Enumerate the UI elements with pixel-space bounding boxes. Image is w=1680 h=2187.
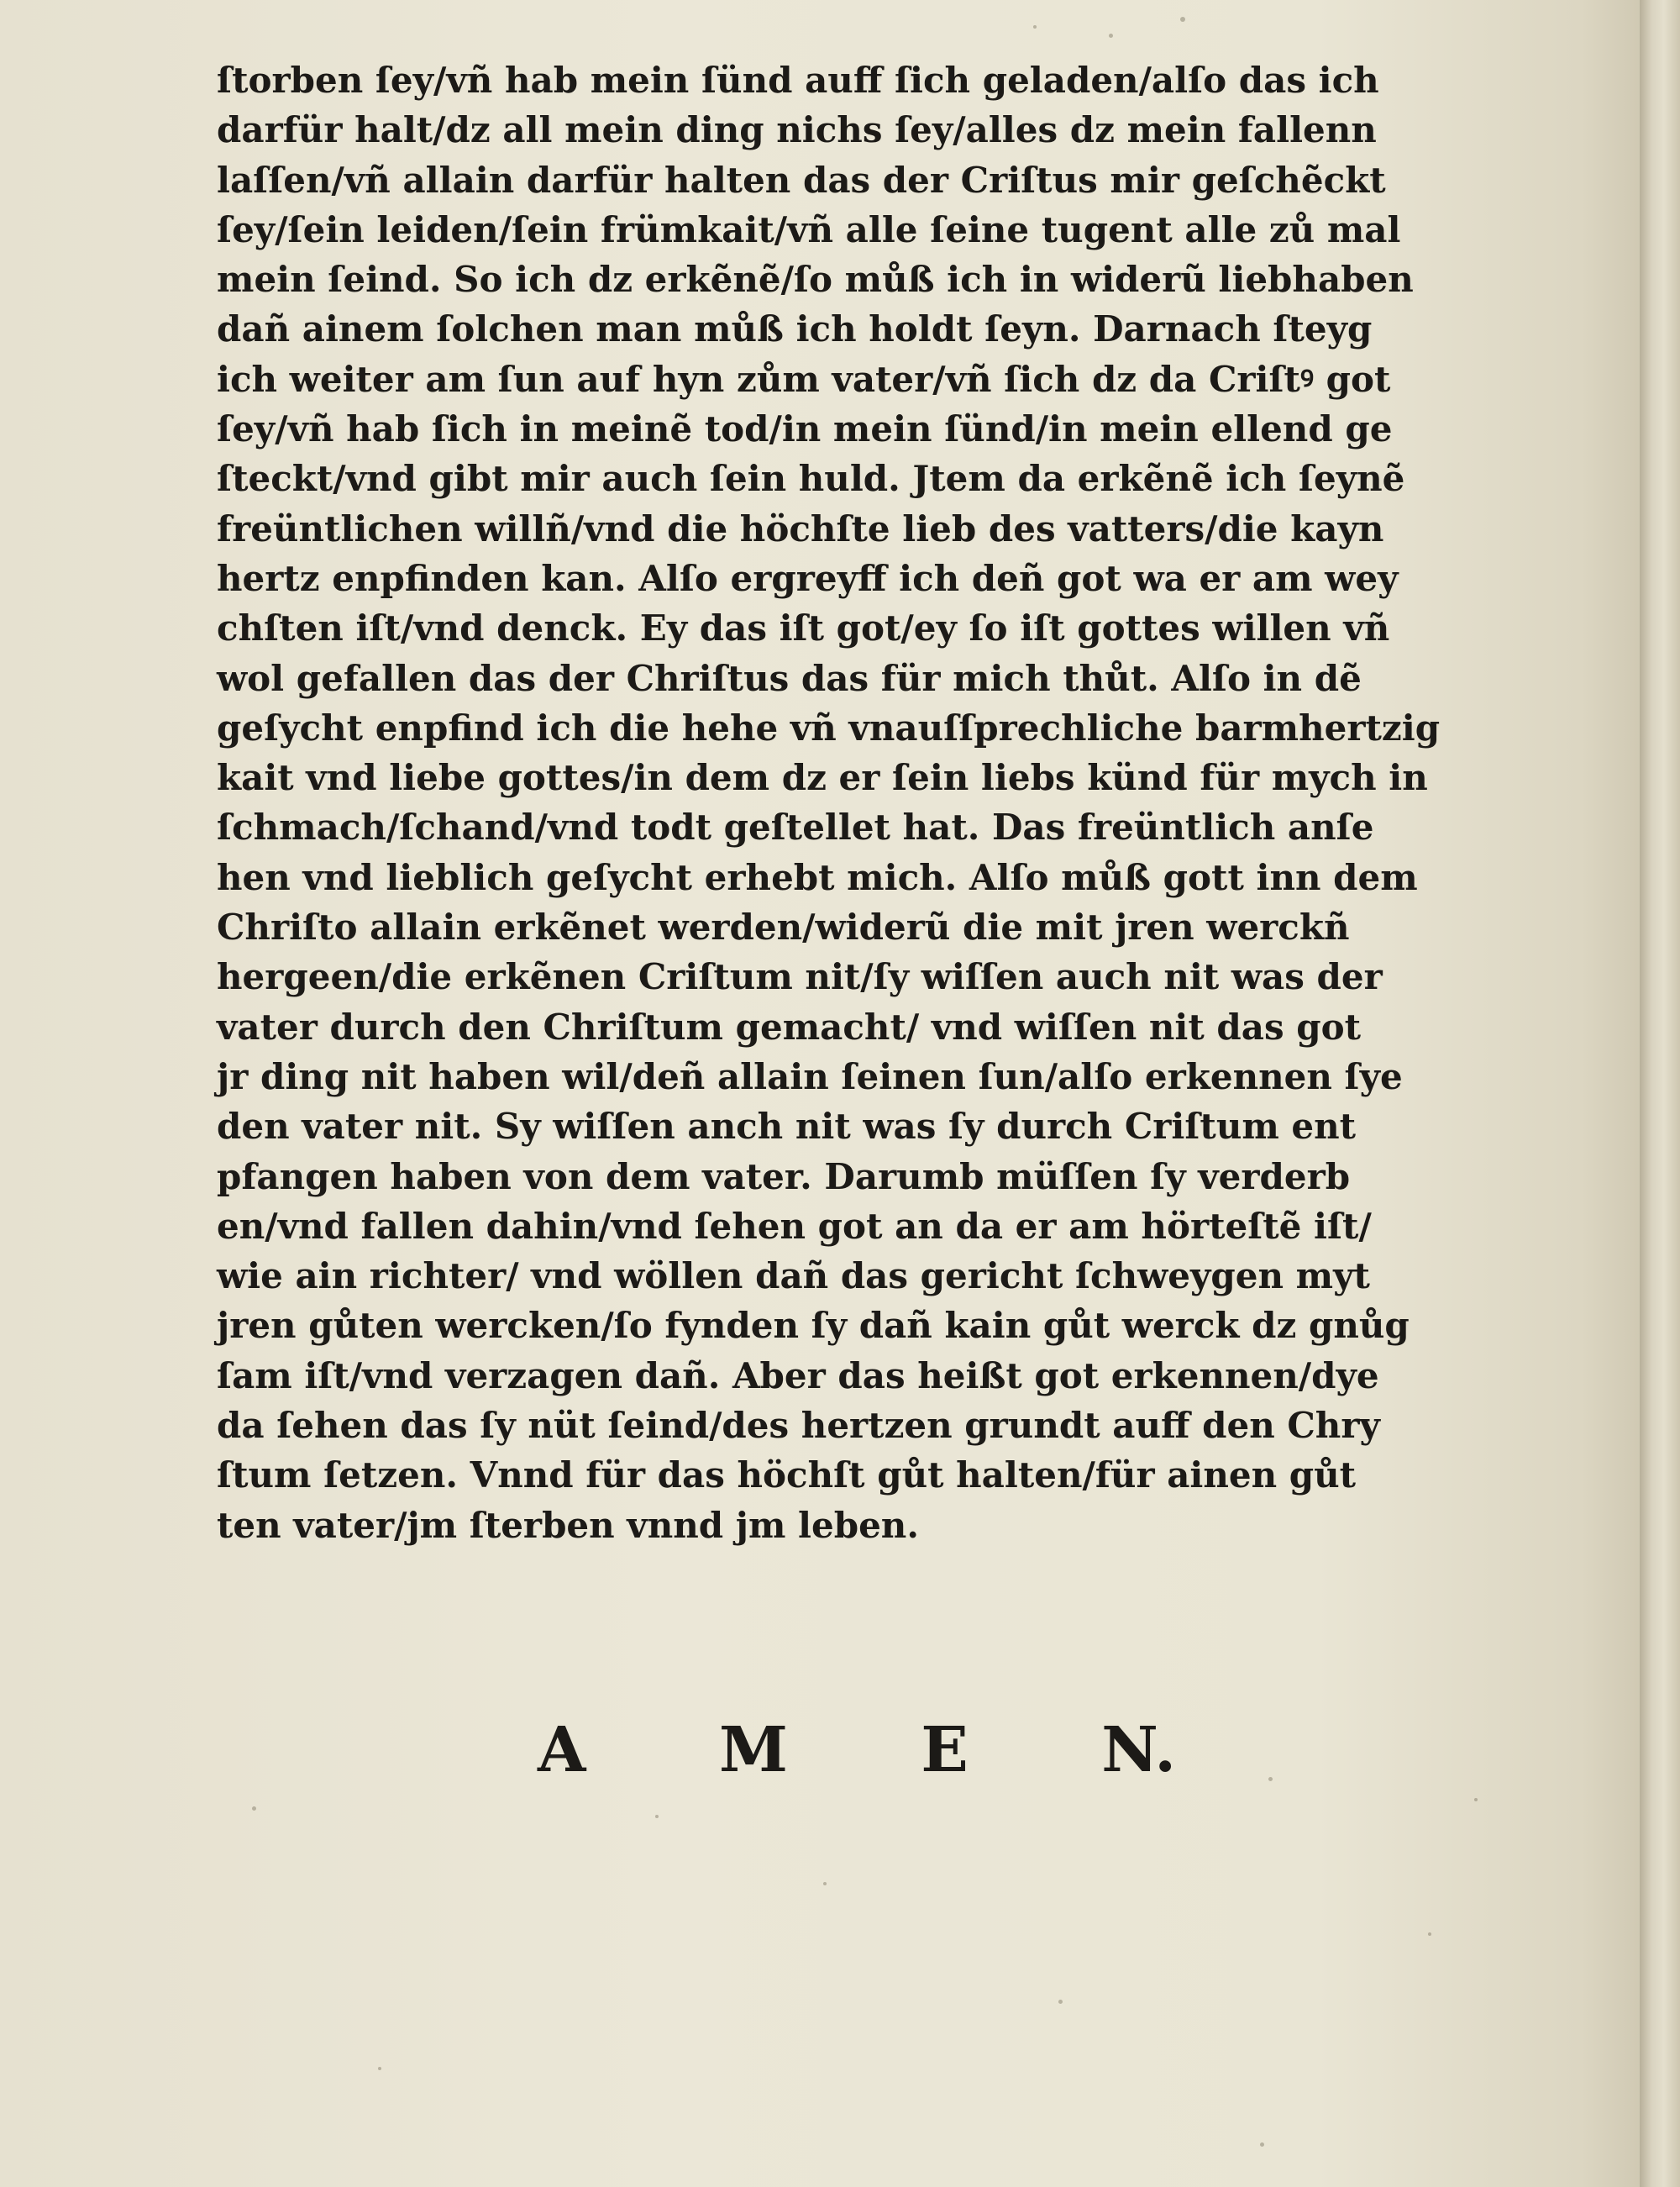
text-line: pfangen haben von dem vater. Darumb müſſen ſy verderb [217,1155,1351,1197]
closing-letter: E [921,1714,969,1786]
ink-speck [1058,2000,1063,2004]
text-line: geſycht enpfind ich die hehe vñ vnauſſprechliche barmhertzig [217,707,1441,749]
ink-speck [1109,34,1113,38]
text-line: dañ ainem ſolchen man můß ich holdt ſeyn. Darnach ſteyg [217,308,1373,350]
text-line: ſchmach/ſchand/vnd todt geſtellet hat. Das freüntlich anſe [217,807,1374,849]
text-line: darfür halt/dz all mein ding nichs ſey/alles dz mein fallenn [217,109,1377,151]
text-line: ten vater/jm ſterben vnnd jm leben. [217,1504,919,1546]
ink-speck [252,1806,256,1811]
closing-letter: N. [1101,1714,1176,1786]
text-line: chſten iſt/vnd denck. Ey das iſt got/ey ſo iſt gottes willen vñ [217,607,1390,649]
ink-speck [1268,1777,1273,1781]
text-line: ich weiter am ſun auf hyn zům vater/vñ ſich dz da Criſtꝰ got [217,358,1391,400]
text-line: freüntlichen willñ/vnd die höchſte lieb des vatters/die kayn [217,507,1384,549]
text-line: laſſen/vñ allain darfür halten das der Criſtus mir geſchẽckt [217,159,1386,201]
text-line: jr ding nit haben wil/deñ allain ſeinen ſun/alſo erkennen ſye [217,1055,1403,1097]
page-edge [1640,0,1680,2187]
ink-speck [1260,2142,1264,2147]
ink-speck [378,2067,381,2070]
text-line: hertz enpfinden kan. Alſo ergreyff ich deñ got wa er am wey [217,557,1399,599]
page-text [217,55,1502,1550]
ink-speck [1474,1798,1478,1801]
text-line: Chriſto allain erkẽnet werden/widerũ die mit jren werckñ [217,907,1350,949]
text-line: wol gefallen das der Chriſtus das für mich thůt. Alſo in dẽ [217,657,1362,699]
text-line: ſtorben ſey/vñ hab mein ſünd auff ſich geladen/alſo das ich [217,60,1379,101]
text-line: ſteckt/vnd gibt mir auch ſein huld. Jtem da erkẽnẽ ich ſeynẽ [217,458,1405,500]
text-line: vater durch den Chriſtum gemacht/ vnd wiſſen nit das got [217,1006,1362,1048]
closing-letter: M [718,1714,788,1786]
text-line: wie ain richter/ vnd wöllen dañ das gericht ſchweygen myt [217,1255,1370,1297]
text-line: da ſehen das ſy nüt ſeind/des hertzen grundt auff den Chry [217,1405,1380,1447]
text-line: hen vnd lieblich geſycht erhebt mich. Alſo můß gott inn dem [217,856,1418,898]
ink-speck [823,1882,827,1885]
text-line: jren gůten wercken/ſo fynden ſy dañ kain gůt werck dz gnůg [217,1305,1410,1347]
text-line: hergeen/die erkẽnen Criſtum nit/ſy wiſſen auch nit was der [217,956,1383,998]
text-line: mein ſeind. So ich dz erkẽnẽ/ſo můß ich in widerũ liebhaben [217,259,1414,301]
text-line: kait vnd liebe gottes/in dem dz er ſein liebs künd für mych in [217,757,1428,799]
closing-letter: A [538,1714,586,1786]
text-line: den vater nit. Sy wiſſen anch nit was ſy durch Criſtum ent [217,1106,1357,1148]
text-line: ſey/ſein leiden/ſein frümkait/vñ alle ſeine tugent alle zů mal [217,208,1401,250]
ink-speck [1180,17,1185,22]
text-line: ſey/vñ hab ſich in meinẽ tod/in mein ſünd/in mein ellend ge [217,408,1393,450]
ink-speck [655,1815,659,1818]
closing-amen [538,1714,1176,1786]
ink-speck [1033,25,1037,29]
text-line: en/vnd fallen dahin/vnd ſehen got an da er am hörteſtẽ iſt/ [217,1205,1372,1247]
text-line: ſtum ſetzen. Vnnd für das höchſt gůt halten/für ainen gůt [217,1454,1357,1496]
ink-speck [1428,1932,1431,1936]
text-line: ſam iſt/vnd verzagen dañ. Aber das heißt got erkennen/dye [217,1354,1379,1396]
